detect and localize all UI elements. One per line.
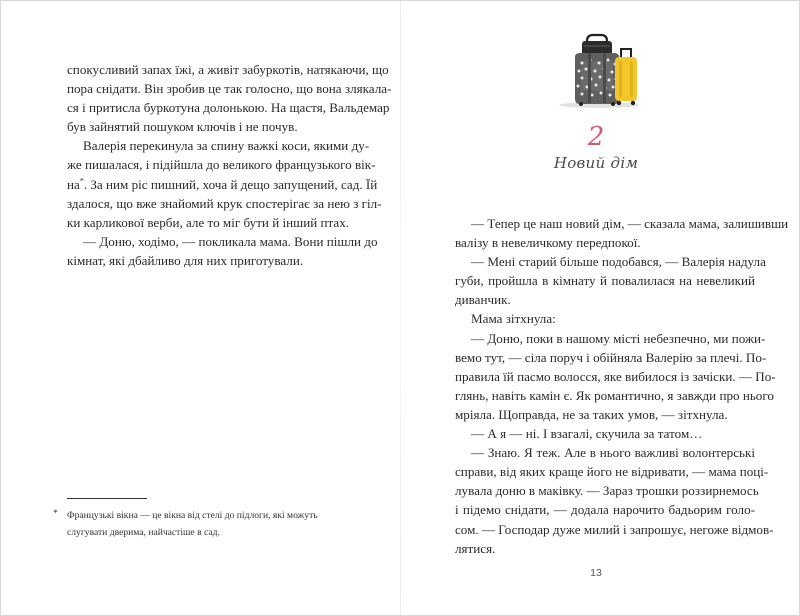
text-line: мріяла. Щоправда, не за таких умов, — зітхнула.	[455, 406, 728, 422]
paragraph	[455, 252, 766, 309]
left-page	[1, 1, 400, 615]
text-fragment: . За ним ріс пишний, хоча й дещо запущений, сад. Їй	[83, 176, 378, 192]
paragraph	[67, 232, 378, 270]
footnote-marker: *	[53, 508, 58, 519]
paragraph	[455, 214, 789, 252]
text-line: сом. — Господар дуже милий і запрошує, негоже відмов-	[455, 521, 774, 537]
text-line: лувала доню в маківку. — Зараз трошки роззирнемось	[455, 483, 759, 499]
text-line: справи, від яких краще його не відривати, — мама поці-	[455, 464, 769, 480]
text-line: — Тепер це наш новий дім, — сказала мама, залишивши	[471, 216, 789, 231]
text-line: був зайнятий пошуком ключів і не почув.	[67, 119, 298, 135]
chapter-number: 2	[587, 122, 605, 152]
footnote-reference: *	[79, 176, 84, 186]
chapter-title: Новий дім	[553, 154, 639, 172]
text-line: — А я — ні. І взагалі, скучила за татом…	[471, 426, 703, 442]
text-line: ся і притисла буркотуна долонькою. На щастя, Вальдемар	[67, 100, 390, 116]
paragraph	[455, 443, 774, 558]
text-line: диванчик.	[455, 292, 511, 308]
text-line: Мама зітхнула:	[471, 311, 556, 327]
text-line: валізу в невеличкому передпокої.	[455, 235, 641, 251]
text-line: спокусливий запах їжі, а живіт забуркотів, натякаючи, що	[67, 62, 389, 77]
text-line: — Мені старий більше подобався, — Валерія надула	[471, 254, 766, 270]
text-line: — Доню, поки в нашому місті небезпечно, ми пожи-	[471, 330, 766, 346]
text-line: же пишалася, і підійшла до великого французького вік-	[67, 157, 376, 173]
text-line: — Знаю. Я теж. Але в нього важливі волонтерські	[471, 445, 755, 461]
text-line: лятися.	[455, 540, 496, 556]
left-page-body	[67, 60, 392, 270]
text-line: Валерія перекинула за спину важкі коси, якими ду-	[83, 138, 370, 154]
text-line: правила їй пасмо волосся, яке вибилося із зачіски. — По-	[455, 368, 776, 384]
footnote-line: Французькі вікна — це вікна від стелі до підлоги, які можуть	[67, 510, 318, 521]
footnote-divider	[67, 498, 147, 499]
paragraph	[67, 136, 382, 231]
text-line: губи, пройшла в кімнату й повалилася на невеликий	[455, 273, 755, 289]
text-line: вемо тут, — сіла поруч і обійняла Валерію за плечі. По-	[455, 349, 767, 365]
footnote-line: слугувати дверима, найчастіше в сад.	[67, 527, 220, 538]
text-line: кімнат, які дбайливо для них приготували.	[67, 252, 304, 268]
text-line-with-footnote	[67, 175, 378, 194]
page-number: 13	[590, 567, 602, 579]
text-line: здалося, що вже знайомий крук спостерігає за нею з гіл-	[67, 195, 382, 211]
suitcases-icon	[555, 27, 675, 113]
text-line: ки карликової верби, але то міг бути й інший птах.	[67, 214, 350, 230]
text-line: і підемо снідати, — додала нарочито бадьорим голо-	[455, 502, 755, 518]
text-line: — Доню, ходімо, — покликала мама. Вони пішли до	[83, 233, 378, 249]
right-page	[401, 1, 799, 615]
paragraph	[455, 424, 755, 443]
right-page-body	[455, 214, 789, 558]
paragraph	[455, 329, 776, 424]
text-line: пора снідати. Він зробив це так голосно, що вона злякала-	[67, 81, 392, 97]
paragraph	[67, 60, 392, 136]
text-line: глянь, навіть камін є. Як романтично, я завжди про нього	[455, 387, 774, 403]
paragraph	[455, 309, 755, 328]
footnote	[53, 507, 353, 541]
text-fragment: на	[67, 176, 80, 192]
